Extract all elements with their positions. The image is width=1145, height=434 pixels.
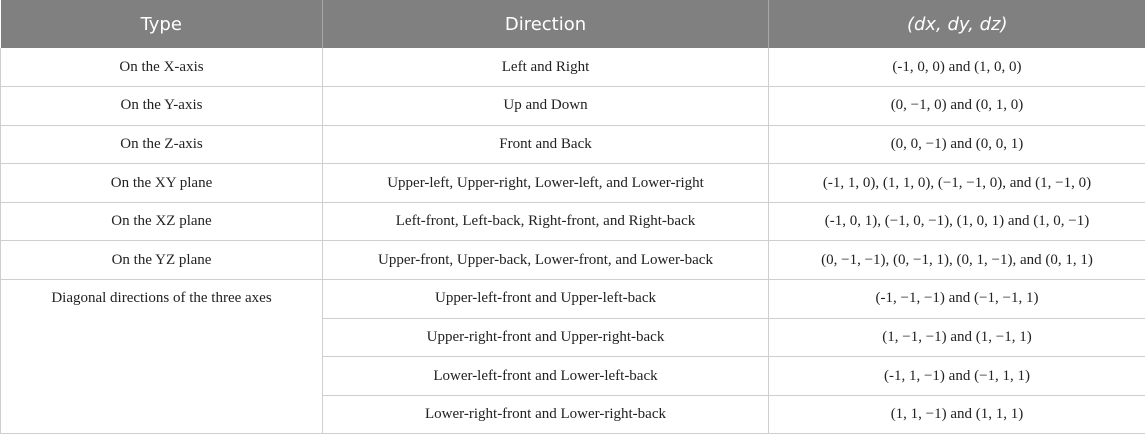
cell-type: On the X-axis (1, 48, 323, 87)
cell-vector: (0, −1, −1), (0, −1, 1), (0, 1, −1), and (0, 1, 1) (769, 241, 1145, 280)
table-header (1, 0, 1145, 48)
cell-type: On the Z-axis (1, 125, 323, 164)
cell-vector: (-1, 1, 0), (1, 1, 0), (−1, −1, 0), and (1, −1, 0) (769, 164, 1145, 203)
cell-vector: (-1, −1, −1) and (−1, −1, 1) (769, 280, 1145, 319)
header-vector: (dx, dy, dz) (769, 0, 1145, 48)
cell-direction: Lower-right-front and Lower-right-back (323, 395, 769, 434)
cell-vector: (-1, 0, 1), (−1, 0, −1), (1, 0, 1) and (1, 0, −1) (769, 202, 1145, 241)
cell-type: On the XY plane (1, 164, 323, 203)
table-row (1, 164, 1145, 203)
cell-direction: Upper-left, Upper-right, Lower-left, and Lower-right (323, 164, 769, 203)
table-body (1, 48, 1145, 434)
cell-type: On the XZ plane (1, 202, 323, 241)
cell-vector: (1, 1, −1) and (1, 1, 1) (769, 395, 1145, 434)
cell-type-diagonal: Diagonal directions of the three axes (1, 280, 323, 434)
cell-vector: (-1, 1, −1) and (−1, 1, 1) (769, 357, 1145, 396)
table-row (1, 125, 1145, 164)
header-type: Type (1, 0, 323, 48)
cell-direction: Upper-front, Upper-back, Lower-front, and Lower-back (323, 241, 769, 280)
cell-vector: (1, −1, −1) and (1, −1, 1) (769, 318, 1145, 357)
cell-type: On the YZ plane (1, 241, 323, 280)
cell-type: On the Y-axis (1, 87, 323, 126)
cell-direction: Upper-left-front and Upper-left-back (323, 280, 769, 319)
table-row (1, 241, 1145, 280)
table-row (1, 280, 1145, 319)
cell-direction: Front and Back (323, 125, 769, 164)
cell-direction: Up and Down (323, 87, 769, 126)
table-row (1, 48, 1145, 87)
header-row (1, 0, 1145, 48)
cell-vector: (-1, 0, 0) and (1, 0, 0) (769, 48, 1145, 87)
cell-direction: Left-front, Left-back, Right-front, and Right-back (323, 202, 769, 241)
table-row (1, 202, 1145, 241)
table-row (1, 87, 1145, 126)
cell-direction: Lower-left-front and Lower-left-back (323, 357, 769, 396)
cell-vector: (0, 0, −1) and (0, 0, 1) (769, 125, 1145, 164)
cell-direction: Left and Right (323, 48, 769, 87)
cell-vector: (0, −1, 0) and (0, 1, 0) (769, 87, 1145, 126)
cell-direction: Upper-right-front and Upper-right-back (323, 318, 769, 357)
header-direction: Direction (323, 0, 769, 48)
